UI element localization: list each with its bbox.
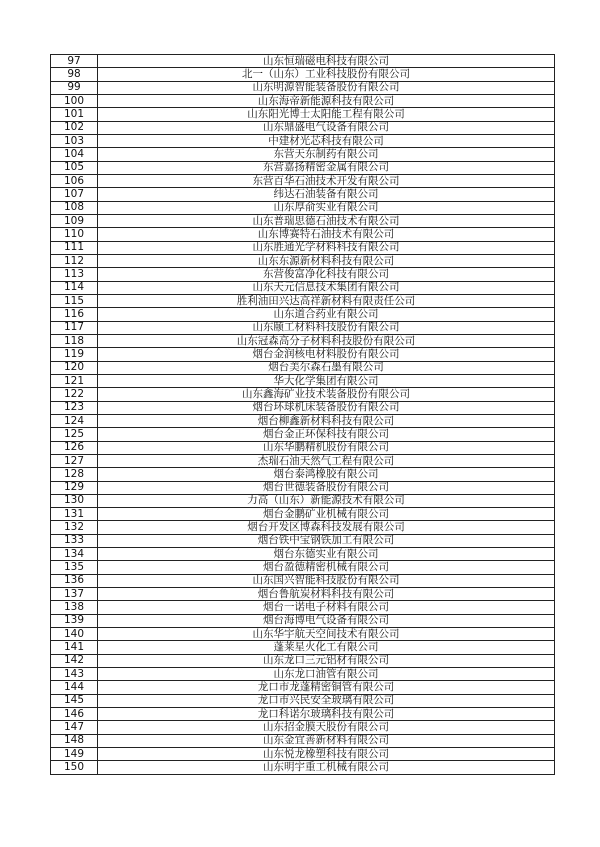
table-row <box>51 708 555 721</box>
row-number-cell: 138 <box>51 601 98 614</box>
table-row <box>51 508 555 521</box>
table-row <box>51 374 555 387</box>
table-row <box>51 308 555 321</box>
row-number-cell: 102 <box>51 121 98 134</box>
table-row <box>51 414 555 427</box>
company-name-cell: 中建材光芯科技有限公司 <box>98 134 555 147</box>
company-name-cell: 山东普瑞思德石油技术有限公司 <box>98 214 555 227</box>
table-row <box>51 348 555 361</box>
row-number-cell: 131 <box>51 508 98 521</box>
row-number-cell: 143 <box>51 668 98 681</box>
company-name-cell: 烟台鲁航炭材料科技有限公司 <box>98 588 555 601</box>
row-number-cell: 129 <box>51 481 98 494</box>
row-number-cell: 139 <box>51 614 98 627</box>
table-row <box>51 521 555 534</box>
table-row <box>51 441 555 454</box>
company-name-cell: 烟台一诺电子材料有限公司 <box>98 601 555 614</box>
company-name-cell: 烟台世德装备股份有限公司 <box>98 481 555 494</box>
row-number-cell: 99 <box>51 81 98 94</box>
row-number-cell: 112 <box>51 254 98 267</box>
company-name-cell: 山东华宇航天空间技术有限公司 <box>98 628 555 641</box>
row-number-cell: 111 <box>51 241 98 254</box>
company-name-cell: 胜利油田兴达高祥新材料有限责任公司 <box>98 294 555 307</box>
company-name-cell: 山东鑫海矿业技术装备股份有限公司 <box>98 388 555 401</box>
row-number-cell: 103 <box>51 134 98 147</box>
table-row <box>51 334 555 347</box>
table-row <box>51 454 555 467</box>
row-number-cell: 135 <box>51 561 98 574</box>
row-number-cell: 142 <box>51 654 98 667</box>
company-name-cell: 华大化学集团有限公司 <box>98 374 555 387</box>
company-name-cell: 山东龙口油管有限公司 <box>98 668 555 681</box>
row-number-cell: 100 <box>51 94 98 107</box>
company-list-table <box>50 54 555 775</box>
table-row <box>51 641 555 654</box>
company-list-body <box>51 55 555 775</box>
table-row <box>51 81 555 94</box>
row-number-cell: 150 <box>51 761 98 774</box>
company-name-cell: 山东悦龙橡塑科技有限公司 <box>98 748 555 761</box>
company-name-cell: 烟台金正环保科技有限公司 <box>98 428 555 441</box>
company-name-cell: 烟台泰鸿橡胶有限公司 <box>98 468 555 481</box>
company-name-cell: 山东招金膜天股份有限公司 <box>98 721 555 734</box>
table-row <box>51 494 555 507</box>
company-name-cell: 山东天元信息技术集团有限公司 <box>98 281 555 294</box>
company-name-cell: 山东恒瑞磁电科技有限公司 <box>98 55 555 68</box>
table-row <box>51 481 555 494</box>
company-name-cell: 力高（山东）新能源技术有限公司 <box>98 494 555 507</box>
table-row <box>51 548 555 561</box>
company-name-cell: 烟台东德实业有限公司 <box>98 548 555 561</box>
company-name-cell: 龙口市兴民安全玻璃有限公司 <box>98 694 555 707</box>
table-row <box>51 108 555 121</box>
table-row <box>51 668 555 681</box>
row-number-cell: 145 <box>51 694 98 707</box>
company-name-cell: 山东厚俞实业有限公司 <box>98 201 555 214</box>
company-name-cell: 山东博赛特石油技术有限公司 <box>98 228 555 241</box>
row-number-cell: 97 <box>51 55 98 68</box>
table-row <box>51 121 555 134</box>
company-name-cell: 烟台盈德精密机械有限公司 <box>98 561 555 574</box>
company-name-cell: 杰瑞石油天然气工程有限公司 <box>98 454 555 467</box>
company-name-cell: 山东明源智能装备股份有限公司 <box>98 81 555 94</box>
company-name-cell: 山东道合药业有限公司 <box>98 308 555 321</box>
table-row <box>51 68 555 81</box>
row-number-cell: 118 <box>51 334 98 347</box>
table-row <box>51 294 555 307</box>
company-name-cell: 东营嘉扬精密金属有限公司 <box>98 161 555 174</box>
company-name-cell: 烟台开发区博森科技发展有限公司 <box>98 521 555 534</box>
row-number-cell: 107 <box>51 188 98 201</box>
table-row <box>51 55 555 68</box>
row-number-cell: 105 <box>51 161 98 174</box>
company-name-cell: 烟台柳鑫新材料科技有限公司 <box>98 414 555 427</box>
row-number-cell: 126 <box>51 441 98 454</box>
table-row <box>51 201 555 214</box>
table-row <box>51 148 555 161</box>
row-number-cell: 134 <box>51 548 98 561</box>
table-row <box>51 734 555 747</box>
row-number-cell: 109 <box>51 214 98 227</box>
table-row <box>51 134 555 147</box>
table-row <box>51 161 555 174</box>
table-row <box>51 694 555 707</box>
row-number-cell: 136 <box>51 574 98 587</box>
row-number-cell: 144 <box>51 681 98 694</box>
row-number-cell: 110 <box>51 228 98 241</box>
row-number-cell: 104 <box>51 148 98 161</box>
table-row <box>51 654 555 667</box>
row-number-cell: 121 <box>51 374 98 387</box>
company-name-cell: 山东国兴智能科技股份有限公司 <box>98 574 555 587</box>
row-number-cell: 123 <box>51 401 98 414</box>
company-name-cell: 山东胜通光学材料科技有限公司 <box>98 241 555 254</box>
company-name-cell: 烟台环球机床装备股份有限公司 <box>98 401 555 414</box>
table-row <box>51 388 555 401</box>
table-row <box>51 601 555 614</box>
row-number-cell: 148 <box>51 734 98 747</box>
company-name-cell: 山东鼎盛电气设备有限公司 <box>98 121 555 134</box>
row-number-cell: 116 <box>51 308 98 321</box>
table-row <box>51 281 555 294</box>
table-row <box>51 468 555 481</box>
table-row <box>51 254 555 267</box>
row-number-cell: 98 <box>51 68 98 81</box>
row-number-cell: 137 <box>51 588 98 601</box>
company-name-cell: 龙口科诺尔玻璃科技有限公司 <box>98 708 555 721</box>
table-row <box>51 534 555 547</box>
row-number-cell: 125 <box>51 428 98 441</box>
company-name-cell: 山东阳光博士太阳能工程有限公司 <box>98 108 555 121</box>
company-name-cell: 北一（山东）工业科技股份有限公司 <box>98 68 555 81</box>
row-number-cell: 141 <box>51 641 98 654</box>
table-row <box>51 721 555 734</box>
company-name-cell: 东营天东制药有限公司 <box>98 148 555 161</box>
company-name-cell: 山东东源新材料科技有限公司 <box>98 254 555 267</box>
row-number-cell: 122 <box>51 388 98 401</box>
row-number-cell: 106 <box>51 174 98 187</box>
company-name-cell: 烟台铁中宝钢铁加工有限公司 <box>98 534 555 547</box>
table-row <box>51 214 555 227</box>
company-name-cell: 山东明宇重工机械有限公司 <box>98 761 555 774</box>
table-row <box>51 188 555 201</box>
row-number-cell: 114 <box>51 281 98 294</box>
row-number-cell: 127 <box>51 454 98 467</box>
table-row <box>51 681 555 694</box>
table-row <box>51 428 555 441</box>
company-name-cell: 纬达石油装备有限公司 <box>98 188 555 201</box>
table-row <box>51 401 555 414</box>
table-row <box>51 174 555 187</box>
company-name-cell: 烟台美尔森石墨有限公司 <box>98 361 555 374</box>
row-number-cell: 117 <box>51 321 98 334</box>
row-number-cell: 119 <box>51 348 98 361</box>
table-row <box>51 268 555 281</box>
company-name-cell: 东营俊富净化科技有限公司 <box>98 268 555 281</box>
row-number-cell: 113 <box>51 268 98 281</box>
table-row <box>51 574 555 587</box>
table-row <box>51 241 555 254</box>
company-name-cell: 龙口市龙蓬精密铜管有限公司 <box>98 681 555 694</box>
company-name-cell: 烟台金润核电材料股份有限公司 <box>98 348 555 361</box>
table-row <box>51 561 555 574</box>
table-row <box>51 748 555 761</box>
row-number-cell: 149 <box>51 748 98 761</box>
company-name-cell: 山东金宜善新材料有限公司 <box>98 734 555 747</box>
row-number-cell: 108 <box>51 201 98 214</box>
row-number-cell: 124 <box>51 414 98 427</box>
row-number-cell: 128 <box>51 468 98 481</box>
row-number-cell: 146 <box>51 708 98 721</box>
company-name-cell: 山东华鹏精机股份有限公司 <box>98 441 555 454</box>
table-row <box>51 94 555 107</box>
company-name-cell: 蓬莱星火化工有限公司 <box>98 641 555 654</box>
table-row <box>51 614 555 627</box>
table-row <box>51 228 555 241</box>
row-number-cell: 115 <box>51 294 98 307</box>
row-number-cell: 147 <box>51 721 98 734</box>
table-row <box>51 588 555 601</box>
company-name-cell: 山东颐工材料科技股份有限公司 <box>98 321 555 334</box>
company-name-cell: 山东龙口三元铝材有限公司 <box>98 654 555 667</box>
row-number-cell: 132 <box>51 521 98 534</box>
row-number-cell: 120 <box>51 361 98 374</box>
table-row <box>51 321 555 334</box>
table-row <box>51 361 555 374</box>
row-number-cell: 133 <box>51 534 98 547</box>
company-name-cell: 烟台金鹏矿业机械有限公司 <box>98 508 555 521</box>
row-number-cell: 130 <box>51 494 98 507</box>
row-number-cell: 101 <box>51 108 98 121</box>
company-name-cell: 山东冠森高分子材料科技股份有限公司 <box>98 334 555 347</box>
table-row <box>51 761 555 774</box>
company-name-cell: 山东海帝新能源科技有限公司 <box>98 94 555 107</box>
company-name-cell: 东营百华石油技术开发有限公司 <box>98 174 555 187</box>
company-name-cell: 烟台海博电气设备有限公司 <box>98 614 555 627</box>
row-number-cell: 140 <box>51 628 98 641</box>
table-row <box>51 628 555 641</box>
